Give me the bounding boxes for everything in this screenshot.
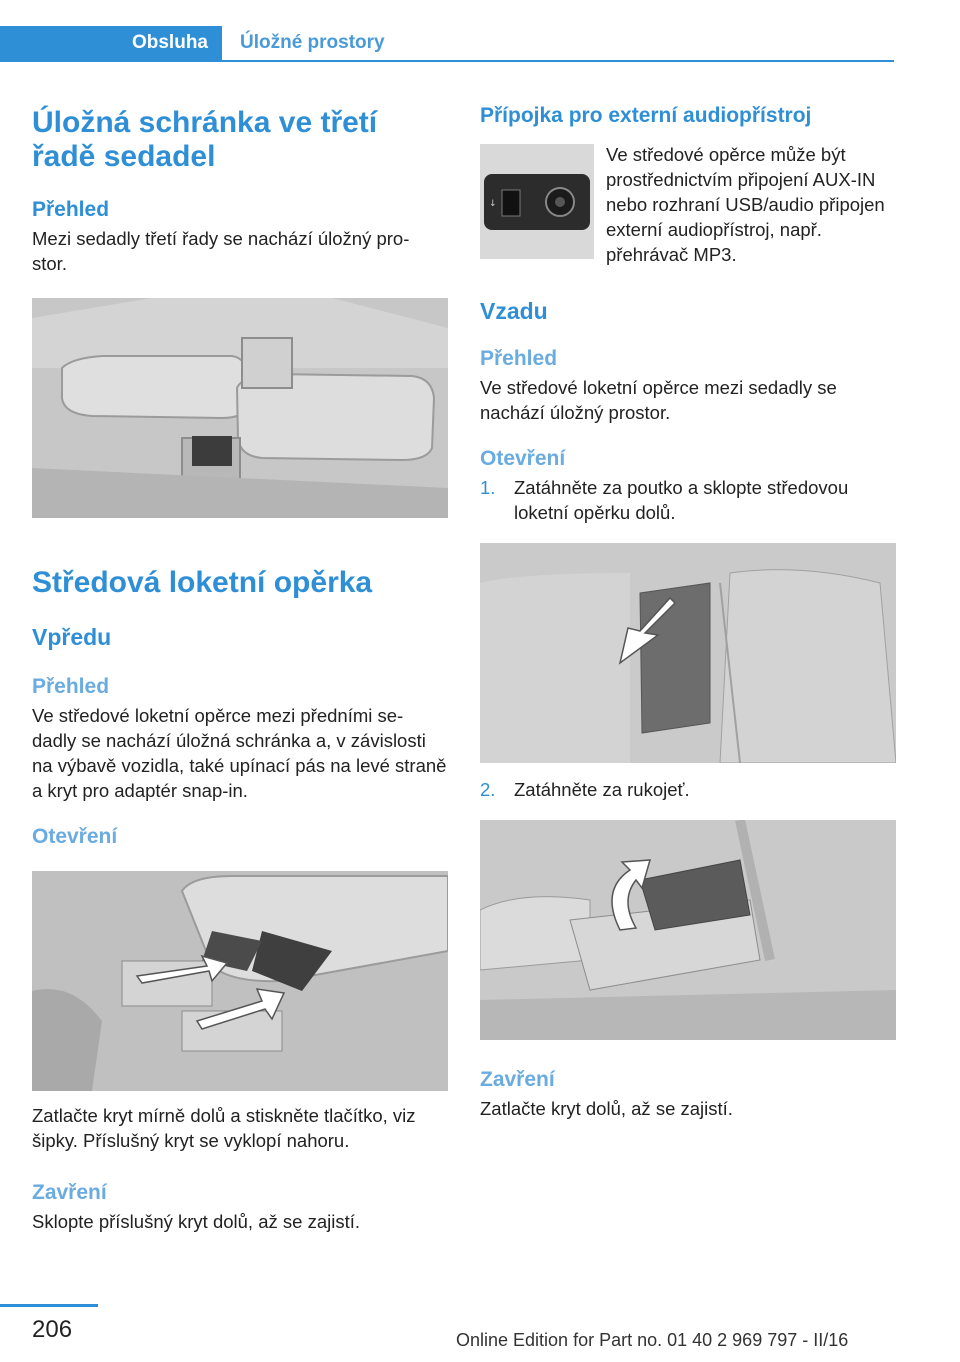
- page-number: 206: [32, 1316, 73, 1343]
- center-armrest-title: Středová loketní opěrka: [32, 566, 373, 599]
- front-close-heading: Zavření: [32, 1181, 107, 1204]
- aux-usb-port-illustration: [480, 144, 594, 259]
- front-overview-heading: Přehled: [32, 675, 110, 698]
- overview-text: Mezi sedadly třetí řady se nachází úložný pro‐ stor.: [32, 228, 410, 274]
- aux-heading: Přípojka pro externí audiopřístroj: [480, 104, 812, 127]
- section-tab-storage[interactable]: Úložné prostory: [240, 32, 385, 53]
- third-row-storage-title: Úložná schránka ve třetí řadě sedadel: [32, 106, 378, 173]
- rear-overview-text: Ve středové loketní opěrce mezi sedadly se nachází úložný prostor.: [480, 377, 837, 423]
- header-divider: [222, 60, 894, 62]
- rear-seat-armrest-illustration: [480, 543, 896, 763]
- front-open-text: Zatlačte kryt mírně dolů a stiskněte tlačítko, viz šipky. Příslušný kryt se vyklopí nahoru.: [32, 1105, 416, 1151]
- step-text: Zatáhněte za poutko a sklopte středovou loketní opěrku dolů.: [514, 477, 849, 523]
- third-row-storage-photo: [32, 298, 448, 518]
- front-open-heading: Otevření: [32, 825, 118, 848]
- right-column: [480, 100, 896, 1121]
- rear-close-heading: Zavření: [480, 1068, 555, 1091]
- rear-armrest-handle-illustration: [480, 820, 896, 1040]
- list-item: [480, 475, 896, 525]
- list-item: [480, 777, 896, 802]
- rear-close-text: Zatlačte kryt dolů, až se zajistí.: [480, 1098, 733, 1119]
- rear-overview-heading: Přehled: [480, 347, 558, 370]
- footer-divider: [0, 1304, 98, 1307]
- aux-port-photo: [480, 144, 594, 259]
- rear-armrest-photo: [480, 543, 896, 763]
- step-number: 2.: [480, 779, 496, 800]
- front-armrest-photo: [32, 871, 448, 1091]
- rear-heading: Vzadu: [480, 298, 548, 324]
- aux-text: Ve středové opěrce může být prostřednictvím připojení AUX-IN nebo rozhraní USB/audio připojen externí audiopřístroj, např. přehrávač MP3.: [606, 144, 885, 265]
- left-column: [32, 100, 448, 1234]
- page-header: [0, 0, 960, 62]
- front-close-text: Sklopte příslušný kryt dolů, až se zajistí.: [32, 1211, 360, 1232]
- overview-heading: Přehled: [32, 198, 110, 221]
- third-row-seats-illustration: [32, 298, 448, 518]
- rear-handle-photo: [480, 820, 896, 1040]
- front-armrest-illustration: [32, 871, 448, 1091]
- step-text: Zatáhněte za rukojeť.: [514, 779, 690, 800]
- rear-open-heading: Otevření: [480, 447, 566, 470]
- edition-text: Online Edition for Part no. 01 40 2 969 797 - II/16: [456, 1330, 849, 1350]
- front-overview-text: Ve středové loketní opěrce mezi předními se‐ dadly se nachází úložná schránka a, v závislosti na výbavě vozidla, také upínací pás na levé straně a kryt pro adaptér snap-in.: [32, 705, 447, 801]
- section-tab-operation[interactable]: Obsluha: [0, 26, 222, 62]
- front-heading: Vpředu: [32, 624, 112, 650]
- aux-block: [480, 142, 896, 284]
- svg-text:↓: ↓: [489, 199, 497, 209]
- step-number: 1.: [480, 477, 496, 498]
